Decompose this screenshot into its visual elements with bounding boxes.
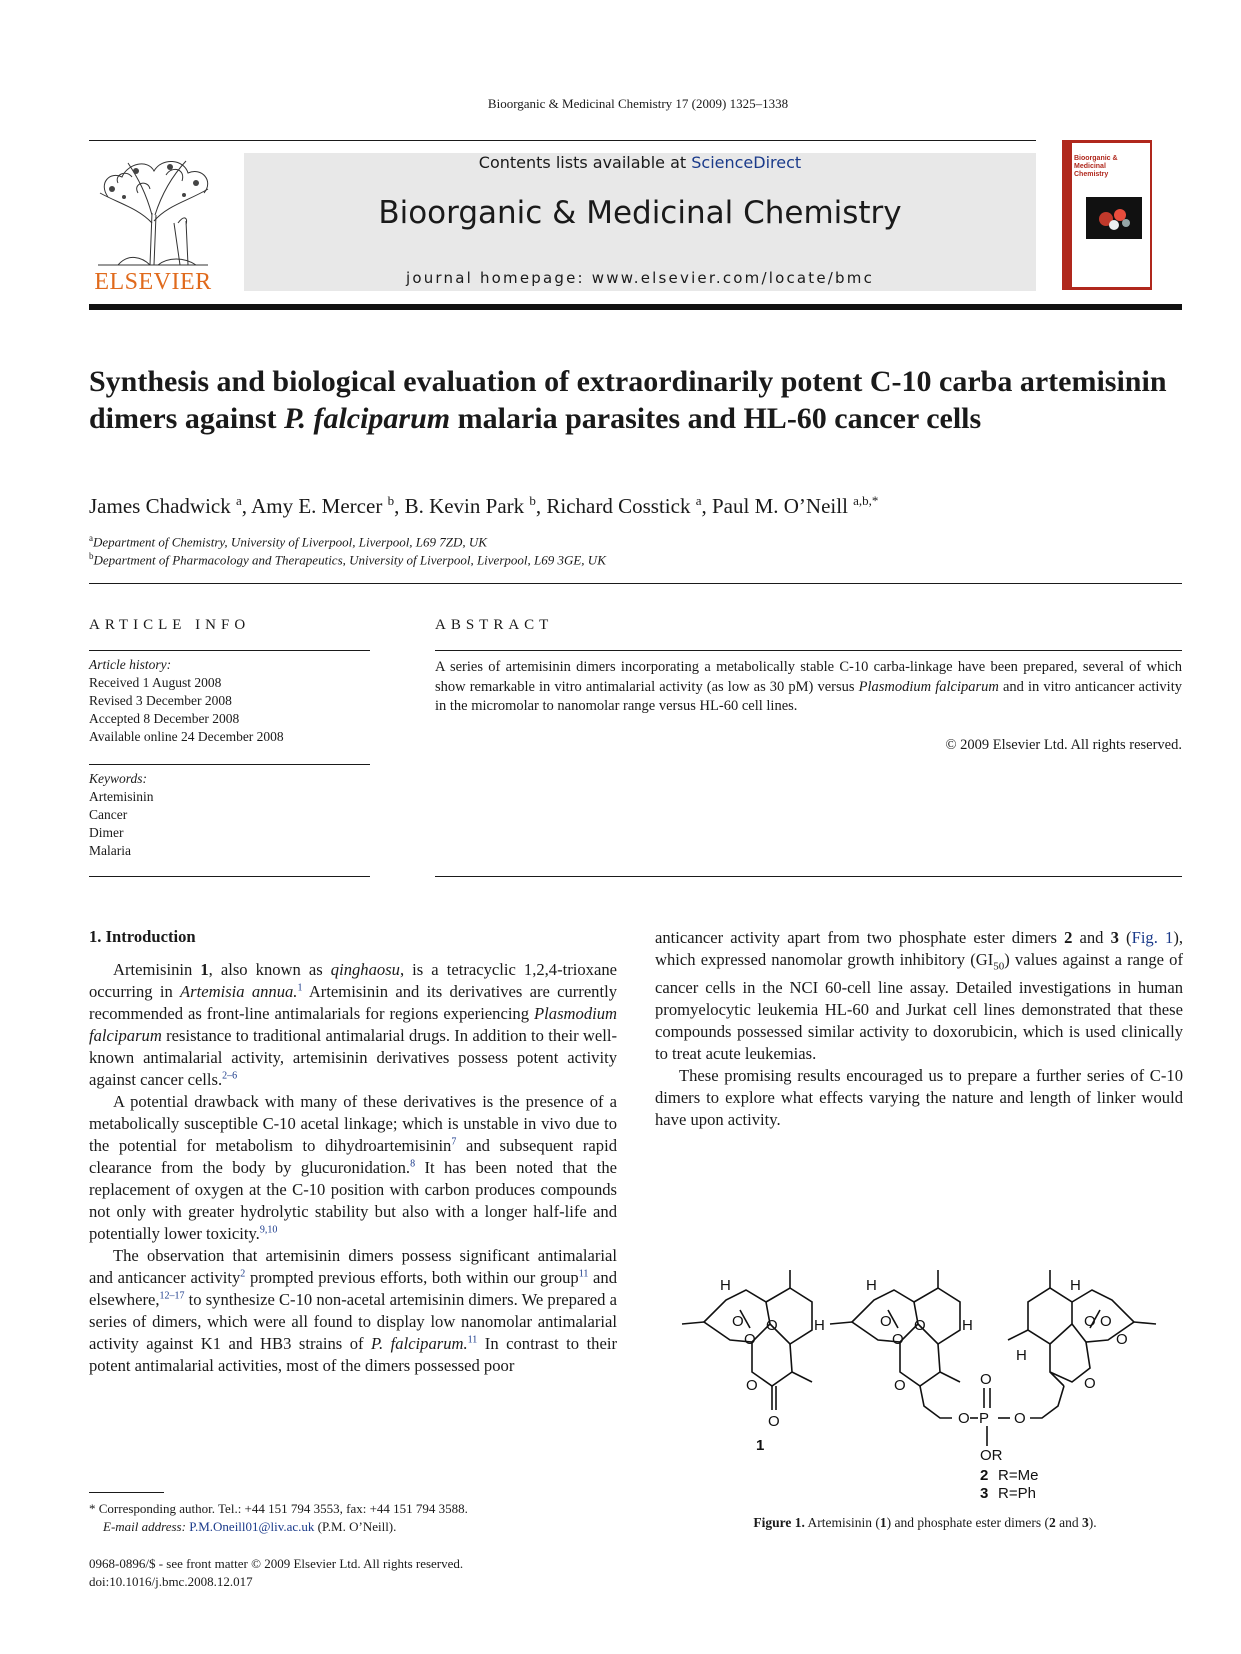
divider — [89, 583, 1182, 584]
article-title — [89, 363, 1209, 437]
article-info-heading: ARTICLE INFO — [89, 617, 251, 633]
compound-2-label: 2 — [980, 1467, 989, 1484]
keyword: Malaria — [89, 843, 131, 858]
elsevier-tree-icon — [88, 153, 218, 268]
journal-banner — [244, 153, 1036, 291]
figure-1-structures — [680, 1260, 1180, 1500]
keyword: Cancer — [89, 807, 128, 822]
author[interactable]: Paul M. O’Neill $^{a,b,*}$ — [712, 493, 879, 518]
divider — [435, 876, 1182, 877]
sciencedirect-link[interactable]: ScienceDirect — [691, 153, 802, 172]
journal-citation: Bioorganic & Medicinal Chemistry 17 (2009) 1325–1338 — [487, 96, 789, 111]
cover-molecule-icon — [1086, 197, 1142, 239]
atom-label: O — [1084, 1313, 1096, 1330]
or-label: OR — [980, 1447, 1003, 1464]
compound-3-label: 3 — [980, 1485, 989, 1500]
author[interactable]: Amy E. Mercer $^b$ — [251, 493, 395, 518]
figure-1-caption: Figure 1. Artemisinin (1) and phosphate ester dimers (2 and 3). — [753, 1515, 1097, 1530]
atom-label: O — [914, 1317, 926, 1334]
atom-label: O — [744, 1331, 756, 1348]
atom-label: H — [866, 1277, 877, 1294]
atom-label: O — [766, 1317, 778, 1334]
paragraph: These promising results encouraged us to prepare a further series of C-10 dimers to explore what effects varying the nature and length of linker would have upon activity. — [655, 1066, 1183, 1130]
title-part-2: malaria parasites and HL-60 cancer cells — [450, 402, 982, 435]
atom-label: H — [1070, 1277, 1081, 1294]
introduction-heading: 1. Introduction — [89, 927, 196, 946]
atom-label: O — [746, 1377, 758, 1394]
divider — [89, 650, 370, 651]
history-received: Received 1 August 2008 — [89, 675, 222, 690]
paragraph: A potential drawback with many of these derivatives is the presence of a metabolically susceptible C-10 acetal linkage; which is unstable in vivo due to the potential for metabolism to dihydroartemisinin$^7$ and subsequent rapid clearance from the body by glucuronidation.$^8$ It has been noted that the replacement of oxygen at the C-10 position with carbon produces compounds not only with greater hydrolytic stability but also with a longer half-life and potentially lower toxicity.$^{9,10}$ — [89, 1092, 617, 1243]
compound-3-r: R=Ph — [998, 1485, 1036, 1500]
affiliation-a: $^a$Department of Chemistry, University of Liverpool, Liverpool, L69 7ZD, UK — [89, 533, 487, 550]
atom-label: O — [894, 1377, 906, 1394]
author[interactable]: B. Kevin Park $^b$ — [404, 493, 536, 518]
reference-link[interactable]: 1 — [297, 982, 303, 994]
reference-link[interactable]: 11 — [467, 1334, 478, 1346]
reference-link[interactable]: 2 — [240, 1268, 246, 1280]
atom-label: O — [958, 1410, 970, 1427]
atom-label: O — [880, 1313, 892, 1330]
atom-label: O — [1116, 1331, 1128, 1348]
reference-link[interactable]: 2–6 — [222, 1070, 238, 1082]
abstract-copyright: © 2009 Elsevier Ltd. All rights reserved. — [945, 737, 1182, 753]
abstract-heading: ABSTRACT — [435, 617, 554, 633]
contents-prefix: Contents lists available at — [478, 153, 692, 172]
header-thick-rule — [89, 304, 1182, 310]
divider — [89, 876, 370, 877]
corresponding-author-footnote: * Corresponding author. Tel.: +44 151 794 3553, fax: +44 151 794 3588. E-mail address: P.M.Oneill01@liv.ac.uk (P.M. O’Neill). — [89, 1501, 468, 1534]
keyword: Artemisinin — [89, 789, 154, 804]
author[interactable]: James Chadwick $^a$ — [89, 493, 242, 518]
doi-line[interactable]: doi:10.1016/j.bmc.2008.12.017 — [89, 1574, 253, 1589]
atom-label: O — [732, 1313, 744, 1330]
compound-1-label: 1 — [756, 1437, 765, 1454]
issn-line: 0968-0896/$ - see front matter © 2009 Elsevier Ltd. All rights reserved. — [89, 1556, 464, 1571]
journal-homepage[interactable]: journal homepage: www.elsevier.com/locate/bmc — [405, 269, 875, 287]
cover-title: Bioorganic & Medicinal Chemistry — [1074, 155, 1118, 178]
reference-link[interactable]: 7 — [451, 1136, 457, 1148]
history-label: Article history: — [89, 657, 172, 672]
atom-label: O — [768, 1413, 780, 1430]
atom-label: O — [980, 1371, 992, 1388]
author-list: James Chadwick $^a$, Amy E. Mercer $^b$, B. Kevin Park $^b$, Richard Cosstick $^a$, Paul M. O’Neill $^{a,b,*}$ — [89, 493, 879, 518]
keywords-label: Keywords: — [89, 771, 147, 786]
article-history — [89, 656, 370, 746]
cover-page — [1072, 143, 1150, 287]
reference-link[interactable]: 11 — [578, 1268, 589, 1280]
atom-label: H — [1016, 1347, 1027, 1364]
paragraph: Artemisinin 1, also known as qinghaosu, is a tetracyclic 1,2,4-trioxane occurring in Artemisia annua.$^1$ Artemisinin and its derivatives are currently recommended as front-line antimalarials for regions experiencing Plasmodium falciparum resistance to traditional antimalarial drugs. In addition to their well-known antimalarial activity, artemisinin derivatives possess potent activity against cancer cells.$^{2-6}$ — [89, 960, 618, 1089]
atom-label: O — [1100, 1313, 1112, 1330]
atom-label: P — [979, 1410, 990, 1427]
paragraph: The observation that artemisinin dimers possess significant antimalarial and anticancer activity$^2$ prompted previous efforts, both within our group$^{11}$ and elsewhere,$^{12-17}$ to synthesize C-10 non-acetal artemisinin dimers. We prepared a series of dimers, which were all found to display low nanomolar antimalarial activity against K1 and HB3 strains of P. falciparum.$^{11}$ In contrast to their potent antimalarial activities, most of the dimers possessed poor — [89, 1246, 618, 1375]
atom-label: H — [720, 1277, 731, 1294]
atom-label: H — [814, 1317, 825, 1334]
history-revised: Revised 3 December 2008 — [89, 693, 232, 708]
reference-link[interactable]: 12–17 — [159, 1290, 185, 1302]
author[interactable]: Richard Cosstick $^a$ — [546, 493, 702, 518]
compound-2-r: R=Me — [998, 1467, 1039, 1484]
journal-cover — [1062, 140, 1152, 290]
title-part-1: Synthesis and biological evaluation of extraordinarily potent C-10 carba artemisinin dimers against — [89, 365, 1167, 435]
atom-label: O — [892, 1331, 904, 1348]
keywords — [89, 770, 370, 860]
keyword: Dimer — [89, 825, 124, 840]
cover-image — [1086, 197, 1142, 239]
dimer-right-half — [1008, 1270, 1156, 1386]
header-rule — [89, 140, 1036, 141]
publisher-wordmark: ELSEVIER — [94, 269, 212, 295]
title-species: P. falciparum — [284, 402, 451, 435]
paragraph: anticancer activity apart from two phosphate ester dimers 2 and 3 (Fig. 1), which expressed nanomolar growth inhibitory $(GI_{50})$ values against a range of cancer cells in the NCI 60-cell line assay. Detailed investigations in human promyelocytic leukemia HL-60 and Jurkat cell lines demonstrated that these compounds possessed similar activity to doxorubicin, which is used clinically to treat acute leukemias. — [655, 928, 1183, 1064]
page-footer — [89, 1555, 463, 1591]
contents-line — [244, 153, 1036, 172]
email-link[interactable]: P.M.Oneill01@liv.ac.uk — [189, 1519, 315, 1534]
history-accepted: Accepted 8 December 2008 — [89, 711, 240, 726]
body-column-left — [89, 959, 617, 1377]
atom-label: O — [1014, 1410, 1026, 1427]
abstract-text: A series of artemisinin dimers incorporating a metabolically stable C-10 carba-linkage have been prepared, several of which show remarkable in vitro antimalarial activity (as low as 30 pM) versus Plasmodium falciparum and in vitro anticancer activity in the micromolar to nanomolar range versus HL-60 cell lines. — [435, 659, 1182, 714]
atom-label: H — [962, 1317, 973, 1334]
history-online: Available online 24 December 2008 — [89, 729, 284, 744]
reference-link[interactable]: 8 — [410, 1158, 416, 1170]
body-column-right — [655, 927, 1183, 1131]
journal-title: Bioorganic & Medicinal Chemistry — [378, 195, 902, 231]
divider — [435, 650, 1182, 651]
affiliation-b: $^b$Department of Pharmacology and Therapeutics, University of Liverpool, Liverpool, L69 3GE, UK — [89, 551, 606, 568]
footnote-rule — [89, 1492, 164, 1493]
figure-link[interactable]: Fig. 1 — [1131, 928, 1174, 947]
atom-label: O — [1084, 1375, 1096, 1392]
elsevier-logo — [88, 153, 218, 295]
reference-link[interactable]: 9,10 — [259, 1224, 278, 1236]
divider — [89, 764, 370, 765]
